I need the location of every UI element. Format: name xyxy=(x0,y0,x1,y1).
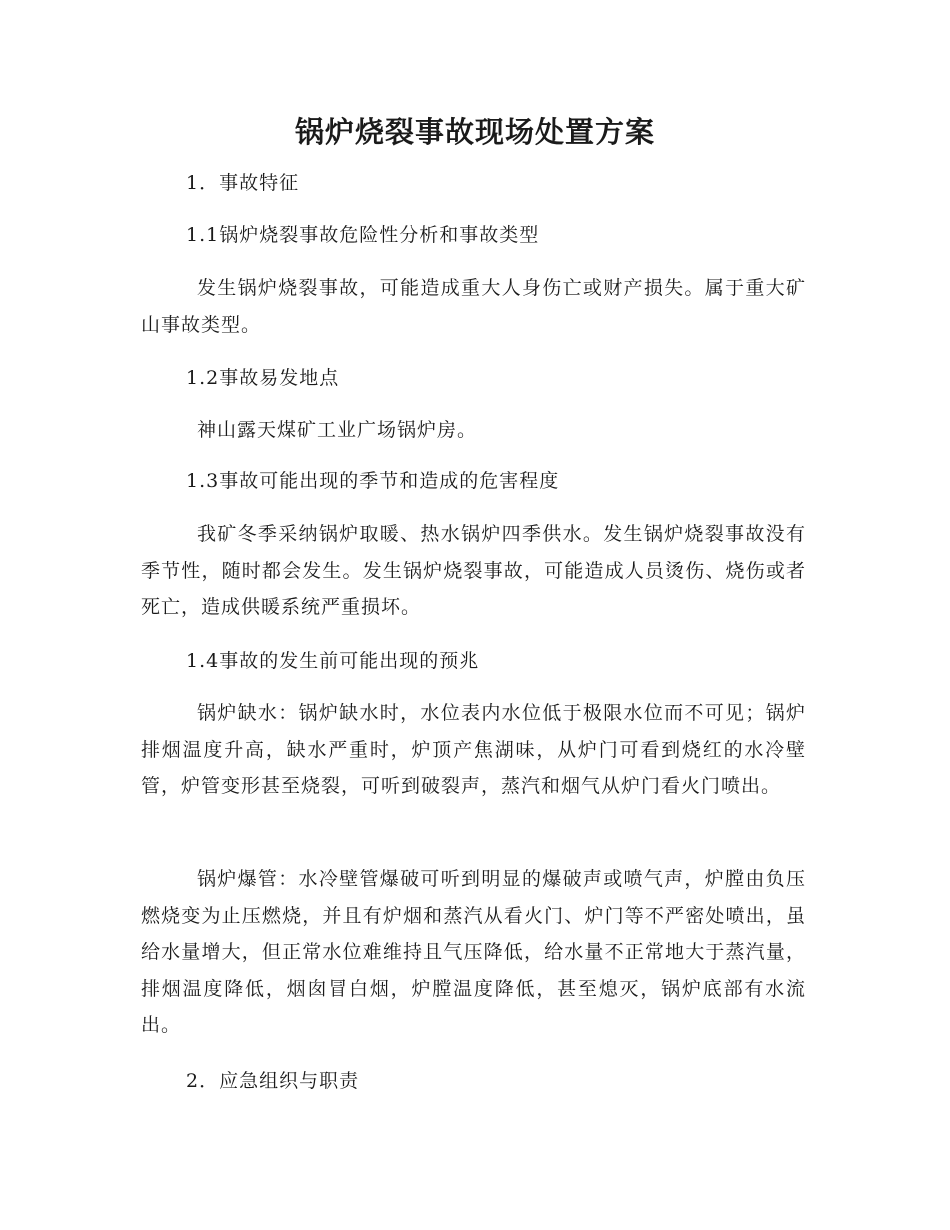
section-heading-2: 2．应急组织与职责 xyxy=(186,1070,360,1092)
document-title: 锅炉烧裂事故现场处置方案 xyxy=(294,115,655,149)
paragraph-1-1: 发生锅炉烧裂事故，可能造成重大人身伤亡或财产损失。属于重大矿山事故类型。 xyxy=(141,277,806,336)
section-heading-1-2: 1.2事故易发地点 xyxy=(186,367,340,389)
section-heading-1-1: 1.1锅炉烧裂事故危险性分析和事故类型 xyxy=(186,224,540,246)
section-heading-1-4: 1.4事故的发生前可能出现的预兆 xyxy=(186,650,480,672)
paragraph-1-3: 我矿冬季采纳锅炉取暖、热水锅炉四季供水。发生锅炉烧裂事故没有季节性，随时都会发生。发生锅炉烧裂事故，可能造成人员烫伤、烧伤或者死亡，造成供暖系统严重损坏。 xyxy=(141,523,806,618)
paragraph-1-4-tube-burst: 锅炉爆管：水冷壁管爆破可听到明显的爆破声或喷气声，炉膛由负压燃烧变为止压燃烧，并且有炉烟和蒸汽从看火门、炉门等不严密处喷出，虽给水量增大，但正常水位难维持且气压降低，给水量不正常地大于蒸汽量，排烟温度降低，烟囱冒白烟，炉膛温度降低，甚至熄灭，锅炉底部有水流出。 xyxy=(141,868,806,1036)
paragraph-1-4-water-shortage: 锅炉缺水：锅炉缺水时，水位表内水位低于极限水位而不可见；锅炉排烟温度升高，缺水严重时，炉顶产焦湖味，从炉门可看到烧红的水冷壁管，炉管变形甚至烧裂，可听到破裂声，蒸汽和烟气从炉门看火门喷出。 xyxy=(141,702,806,797)
section-heading-1-3: 1.3事故可能出现的季节和造成的危害程度 xyxy=(186,470,560,492)
section-heading-1: 1．事故特征 xyxy=(186,172,300,194)
paragraph-1-2: 神山露天煤矿工业广场锅炉房。 xyxy=(197,419,478,441)
